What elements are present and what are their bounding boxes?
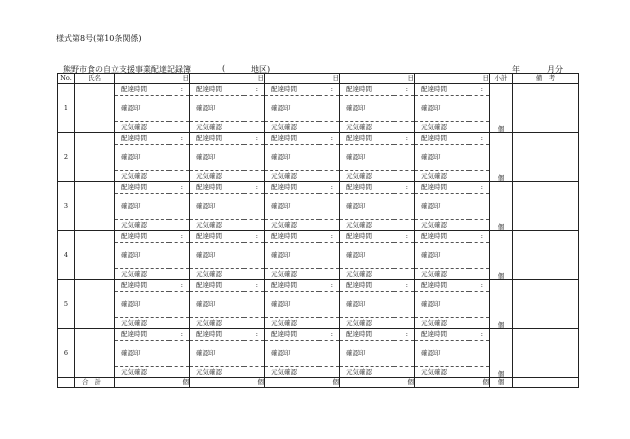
time-colon: : [480,134,483,143]
wellness-check-cell[interactable] [415,122,490,133]
delivery-time-label: 配達時間 [196,134,222,143]
delivery-record-table [57,73,579,388]
time-colon: : [480,330,483,339]
confirm-stamp-cell[interactable] [115,292,190,318]
confirm-stamp-label: 確認印 [196,300,216,309]
confirm-stamp-cell[interactable] [340,145,415,171]
confirm-stamp-label: 確認印 [346,300,366,309]
time-colon: : [405,85,408,94]
delivery-time-label: 配達時間 [121,134,147,143]
delivery-time-label: 配達時間 [421,232,447,241]
wellness-check-label: 元気確認 [196,367,222,376]
delivery-time-cell[interactable] [115,84,190,96]
col-name: 氏名 [75,74,115,84]
area-label: 地区) [251,65,271,74]
document-title: 熊野市食の自立支援事業配達記録簿 [63,65,191,74]
confirm-stamp-label: 確認印 [121,349,141,358]
confirm-stamp-label: 確認印 [196,349,216,358]
wellness-check-cell[interactable] [340,367,415,378]
wellness-check-label: 元気確認 [421,220,447,229]
delivery-time-cell[interactable] [415,84,490,96]
delivery-time-label: 配達時間 [121,85,147,94]
wellness-check-label: 元気確認 [196,269,222,278]
remarks-cell[interactable] [513,231,579,280]
col-no: No. [58,74,75,84]
time-colon: : [405,183,408,192]
delivery-time-label: 配達時間 [346,232,372,241]
row-number: 4 [58,231,75,280]
subtotal-unit: 個 [497,173,505,182]
time-colon: : [330,183,333,192]
time-colon: : [330,85,333,94]
confirm-stamp-cell[interactable] [190,194,265,220]
col-day: 日 [340,74,415,84]
delivery-time-label: 配達時間 [196,281,222,290]
record-row [58,182,579,194]
wellness-check-cell[interactable] [415,269,490,280]
total-subtotal-unit: 個 [490,378,513,388]
time-colon: : [255,85,258,94]
delivery-time-cell[interactable] [340,231,415,243]
delivery-time-cell[interactable] [190,133,265,145]
delivery-time-label: 配達時間 [421,183,447,192]
delivery-time-cell[interactable] [190,231,265,243]
wellness-check-cell[interactable] [415,318,490,329]
wellness-check-label: 元気確認 [121,318,147,327]
total-unit: 個 [415,378,490,388]
delivery-time-label: 配達時間 [421,330,447,339]
total-row [58,378,579,388]
confirm-stamp-cell[interactable] [265,341,340,367]
time-colon: : [180,330,183,339]
delivery-time-cell[interactable] [190,182,265,194]
wellness-check-cell[interactable] [415,171,490,182]
wellness-check-cell[interactable] [190,367,265,378]
wellness-check-cell[interactable] [340,269,415,280]
delivery-time-cell[interactable] [265,329,340,341]
delivery-time-cell[interactable] [265,182,340,194]
record-row [58,280,579,292]
wellness-check-label: 元気確認 [346,269,372,278]
confirm-stamp-label: 確認印 [121,300,141,309]
delivery-time-cell[interactable] [340,133,415,145]
confirm-stamp-cell[interactable] [115,243,190,269]
row-number: 1 [58,84,75,133]
confirm-stamp-cell[interactable] [265,194,340,220]
total-unit: 個 [265,378,340,388]
wellness-check-label: 元気確認 [346,367,372,376]
confirm-stamp-cell[interactable] [340,194,415,220]
confirm-stamp-label: 確認印 [121,104,141,113]
wellness-check-label: 元気確認 [421,171,447,180]
time-colon: : [405,232,408,241]
delivery-time-cell[interactable] [340,280,415,292]
confirm-stamp-label: 確認印 [346,251,366,260]
confirm-stamp-label: 確認印 [196,104,216,113]
delivery-time-label: 配達時間 [271,281,297,290]
time-colon: : [180,232,183,241]
wellness-check-label: 元気確認 [271,122,297,131]
confirm-stamp-cell[interactable] [190,145,265,171]
wellness-check-label: 元気確認 [346,220,372,229]
delivery-time-cell[interactable] [415,133,490,145]
delivery-time-label: 配達時間 [271,330,297,339]
wellness-check-label: 元気確認 [346,122,372,131]
wellness-check-label: 元気確認 [271,367,297,376]
wellness-check-cell[interactable] [415,367,490,378]
wellness-check-cell[interactable] [415,220,490,231]
col-day: 日 [190,74,265,84]
wellness-check-cell[interactable] [115,318,190,329]
wellness-check-label: 元気確認 [196,171,222,180]
confirm-stamp-label: 確認印 [271,300,291,309]
delivery-time-label: 配達時間 [271,134,297,143]
wellness-check-cell[interactable] [340,122,415,133]
confirm-stamp-label: 確認印 [346,153,366,162]
delivery-time-label: 配達時間 [346,134,372,143]
delivery-time-label: 配達時間 [346,85,372,94]
confirm-stamp-label: 確認印 [421,300,441,309]
wellness-check-label: 元気確認 [271,220,297,229]
time-colon: : [180,134,183,143]
confirm-stamp-cell[interactable] [265,145,340,171]
subtotal-cell[interactable] [490,231,513,280]
time-colon: : [405,281,408,290]
confirm-stamp-cell[interactable] [115,194,190,220]
wellness-check-cell[interactable] [190,220,265,231]
time-colon: : [405,134,408,143]
delivery-time-cell[interactable] [115,133,190,145]
time-colon: : [480,281,483,290]
time-colon: : [405,330,408,339]
total-label: 合計 [75,378,115,388]
wellness-check-label: 元気確認 [421,318,447,327]
confirm-stamp-cell[interactable] [115,96,190,122]
remarks-cell[interactable] [513,182,579,231]
delivery-time-cell[interactable] [265,231,340,243]
wellness-check-cell[interactable] [115,220,190,231]
confirm-stamp-label: 確認印 [421,251,441,260]
confirm-stamp-label: 確認印 [196,153,216,162]
delivery-time-cell[interactable] [190,280,265,292]
delivery-time-cell[interactable] [265,280,340,292]
delivery-time-label: 配達時間 [271,183,297,192]
col-day: 日 [265,74,340,84]
confirm-stamp-label: 確認印 [421,104,441,113]
delivery-time-label: 配達時間 [346,183,372,192]
confirm-stamp-cell[interactable] [115,341,190,367]
time-colon: : [480,183,483,192]
subtotal-unit: 個 [497,320,505,329]
total-unit: 個 [340,378,415,388]
confirm-stamp-cell[interactable] [415,243,490,269]
delivery-time-label: 配達時間 [421,281,447,290]
year-label: 年 [512,65,520,74]
row-number: 3 [58,182,75,231]
time-colon: : [330,330,333,339]
wellness-check-cell[interactable] [190,171,265,182]
name-cell[interactable] [75,280,115,329]
wellness-check-cell[interactable] [115,367,190,378]
confirm-stamp-cell[interactable] [340,292,415,318]
delivery-time-label: 配達時間 [196,232,222,241]
subtotal-unit: 個 [497,369,505,378]
confirm-stamp-label: 確認印 [271,153,291,162]
wellness-check-cell[interactable] [190,269,265,280]
delivery-time-label: 配達時間 [346,330,372,339]
subtotal-cell[interactable] [490,182,513,231]
confirm-stamp-label: 確認印 [121,202,141,211]
delivery-time-cell[interactable] [115,329,190,341]
confirm-stamp-label: 確認印 [271,349,291,358]
record-row [58,231,579,243]
delivery-time-cell[interactable] [415,329,490,341]
time-colon: : [480,85,483,94]
delivery-time-cell[interactable] [340,182,415,194]
row-number: 5 [58,280,75,329]
delivery-time-cell[interactable] [115,280,190,292]
subtotal-cell[interactable] [490,280,513,329]
confirm-stamp-label: 確認印 [196,202,216,211]
confirm-stamp-cell[interactable] [190,243,265,269]
time-colon: : [255,183,258,192]
confirm-stamp-cell[interactable] [415,145,490,171]
delivery-time-label: 配達時間 [196,85,222,94]
time-colon: : [330,232,333,241]
subtotal-cell[interactable] [490,84,513,133]
time-colon: : [255,330,258,339]
delivery-time-cell[interactable] [115,182,190,194]
delivery-time-cell[interactable] [415,280,490,292]
remarks-cell[interactable] [513,133,579,182]
col-day: 日 [115,74,190,84]
total-unit: 個 [190,378,265,388]
wellness-check-label: 元気確認 [346,318,372,327]
wellness-check-label: 元気確認 [271,171,297,180]
time-colon: : [180,281,183,290]
name-cell[interactable] [75,84,115,133]
confirm-stamp-label: 確認印 [421,349,441,358]
confirm-stamp-label: 確認印 [346,349,366,358]
remarks-cell[interactable] [513,84,579,133]
confirm-stamp-label: 確認印 [271,104,291,113]
wellness-check-cell[interactable] [265,318,340,329]
wellness-check-cell[interactable] [265,220,340,231]
wellness-check-cell[interactable] [340,171,415,182]
delivery-time-label: 配達時間 [421,85,447,94]
confirm-stamp-label: 確認印 [346,202,366,211]
confirm-stamp-cell[interactable] [115,145,190,171]
wellness-check-cell[interactable] [340,318,415,329]
col-subtotal: 小計 [490,74,513,84]
wellness-check-cell[interactable] [190,122,265,133]
delivery-time-cell[interactable] [265,133,340,145]
wellness-check-cell[interactable] [190,318,265,329]
name-cell[interactable] [75,182,115,231]
row-number: 2 [58,133,75,182]
confirm-stamp-cell[interactable] [340,243,415,269]
delivery-time-cell[interactable] [340,84,415,96]
remarks-cell[interactable] [513,329,579,378]
time-colon: : [255,232,258,241]
wellness-check-cell[interactable] [115,171,190,182]
delivery-time-label: 配達時間 [121,281,147,290]
name-cell[interactable] [75,133,115,182]
confirm-stamp-cell[interactable] [415,194,490,220]
delivery-time-cell[interactable] [190,84,265,96]
wellness-check-cell[interactable] [265,171,340,182]
time-colon: : [180,183,183,192]
subtotal-unit: 個 [497,124,505,133]
table-header-row [58,74,579,84]
delivery-time-cell[interactable] [415,182,490,194]
col-day: 日 [415,74,490,84]
time-colon: : [330,134,333,143]
wellness-check-label: 元気確認 [196,122,222,131]
wellness-check-cell[interactable] [265,367,340,378]
confirm-stamp-label: 確認印 [196,251,216,260]
confirm-stamp-cell[interactable] [340,96,415,122]
time-colon: : [330,281,333,290]
confirm-stamp-cell[interactable] [415,96,490,122]
delivery-time-label: 配達時間 [271,85,297,94]
confirm-stamp-cell[interactable] [190,292,265,318]
wellness-check-label: 元気確認 [196,220,222,229]
wellness-check-label: 元気確認 [121,367,147,376]
time-colon: : [255,281,258,290]
wellness-check-label: 元気確認 [121,269,147,278]
area-open-paren: ( [222,64,226,73]
confirm-stamp-cell[interactable] [265,96,340,122]
time-colon: : [180,85,183,94]
confirm-stamp-cell[interactable] [415,341,490,367]
wellness-check-cell[interactable] [115,122,190,133]
delivery-time-cell[interactable] [265,84,340,96]
name-cell[interactable] [75,329,115,378]
delivery-time-label: 配達時間 [196,330,222,339]
wellness-check-label: 元気確認 [421,367,447,376]
delivery-time-label: 配達時間 [196,183,222,192]
wellness-check-cell[interactable] [115,269,190,280]
col-remarks: 備 考 [513,74,579,84]
wellness-check-label: 元気確認 [271,318,297,327]
form-number: 様式第8号(第10条関係) [56,34,142,43]
remarks-cell[interactable] [513,280,579,329]
name-cell[interactable] [75,231,115,280]
time-colon: : [255,134,258,143]
time-colon: : [480,232,483,241]
total-unit: 個 [115,378,190,388]
delivery-time-label: 配達時間 [346,281,372,290]
wellness-check-label: 元気確認 [121,220,147,229]
wellness-check-cell[interactable] [265,122,340,133]
wellness-check-label: 元気確認 [421,122,447,131]
confirm-stamp-label: 確認印 [271,251,291,260]
confirm-stamp-cell[interactable] [265,292,340,318]
subtotal-cell[interactable] [490,329,513,378]
record-row [58,329,579,341]
record-row [58,133,579,145]
confirm-stamp-label: 確認印 [421,202,441,211]
confirm-stamp-cell[interactable] [340,341,415,367]
delivery-time-label: 配達時間 [421,134,447,143]
confirm-stamp-label: 確認印 [421,153,441,162]
confirm-stamp-label: 確認印 [271,202,291,211]
confirm-stamp-cell[interactable] [190,96,265,122]
confirm-stamp-label: 確認印 [346,104,366,113]
delivery-time-label: 配達時間 [271,232,297,241]
delivery-time-label: 配達時間 [121,330,147,339]
wellness-check-label: 元気確認 [346,171,372,180]
wellness-check-cell[interactable] [265,269,340,280]
delivery-time-cell[interactable] [190,329,265,341]
subtotal-unit: 個 [497,222,505,231]
confirm-stamp-cell[interactable] [265,243,340,269]
wellness-check-label: 元気確認 [196,318,222,327]
month-label: 月分 [547,65,563,74]
delivery-time-cell[interactable] [415,231,490,243]
delivery-time-label: 配達時間 [121,183,147,192]
confirm-stamp-cell[interactable] [190,341,265,367]
wellness-check-label: 元気確認 [121,171,147,180]
wellness-check-label: 元気確認 [421,269,447,278]
subtotal-cell[interactable] [490,133,513,182]
wellness-check-cell[interactable] [340,220,415,231]
row-number: 6 [58,329,75,378]
subtotal-unit: 個 [497,271,505,280]
confirm-stamp-label: 確認印 [121,153,141,162]
delivery-time-cell[interactable] [340,329,415,341]
confirm-stamp-cell[interactable] [415,292,490,318]
wellness-check-label: 元気確認 [271,269,297,278]
delivery-time-label: 配達時間 [121,232,147,241]
record-row [58,84,579,96]
confirm-stamp-label: 確認印 [121,251,141,260]
wellness-check-label: 元気確認 [121,122,147,131]
delivery-time-cell[interactable] [115,231,190,243]
